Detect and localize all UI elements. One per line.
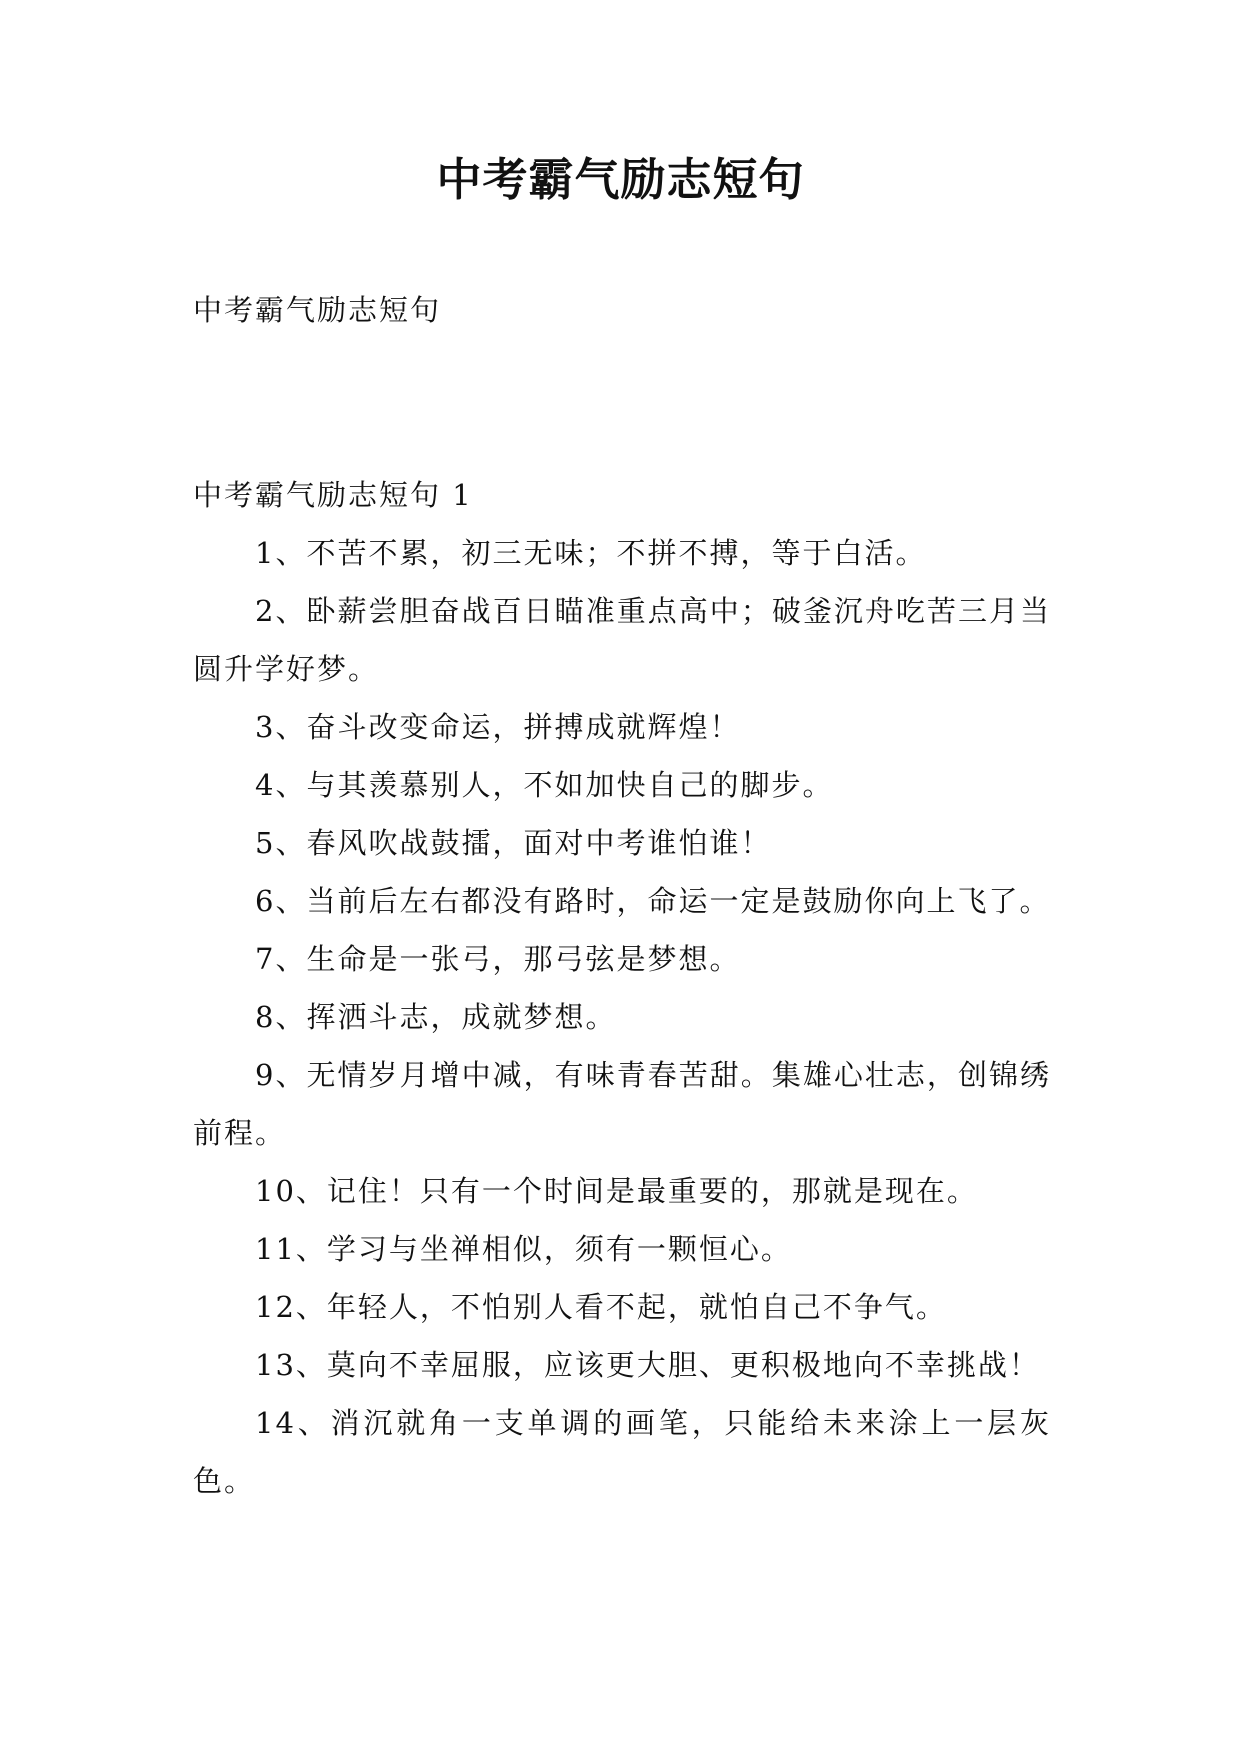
quote-item: 14、消沉就角一支单调的画笔，只能给未来涂上一层灰色。: [193, 1406, 1051, 1498]
quote-list: [193, 524, 1051, 1510]
quote-item: 5、春风吹战鼓擂，面对中考谁怕谁！: [255, 826, 772, 860]
quote-item: 7、生命是一张弓，那弓弦是梦想。: [255, 942, 741, 976]
quote-item: 6、当前后左右都没有路时，命运一定是鼓励你向上飞了。: [255, 884, 1051, 918]
quote-item: 13、莫向不幸屈服，应该更大胆、更积极地向不幸挑战！: [255, 1348, 1040, 1382]
quote-item: 2、卧薪尝胆奋战百日瞄准重点高中；破釜沉舟吃苦三月当圆升学好梦。: [193, 594, 1051, 686]
quote-item: 8、挥洒斗志，成就梦想。: [255, 1000, 617, 1034]
quote-item: 4、与其羡慕别人，不如加快自己的脚步。: [255, 768, 834, 802]
document-title: 中考霸气励志短句: [436, 153, 805, 206]
quote-item: 11、学习与坐禅相似，须有一颗恒心。: [255, 1232, 792, 1266]
quote-item: 10、记住！只有一个时间是最重要的，那就是现在。: [255, 1174, 978, 1208]
section-heading: 中考霸气励志短句 1: [193, 478, 473, 512]
quote-item: 9、无情岁月增中减，有味青春苦甜。集雄心壮志，创锦绣前程。: [193, 1058, 1051, 1150]
quote-item: 12、年轻人，不怕别人看不起，就怕自己不争气。: [255, 1290, 947, 1324]
quote-section: [193, 466, 1051, 1510]
quote-item: 3、奋斗改变命运，拼搏成就辉煌！: [255, 710, 741, 744]
quote-item: 1、不苦不累，初三无味；不拼不搏，等于白活。: [255, 536, 927, 570]
document-subtitle: 中考霸气励志短句: [193, 293, 442, 327]
